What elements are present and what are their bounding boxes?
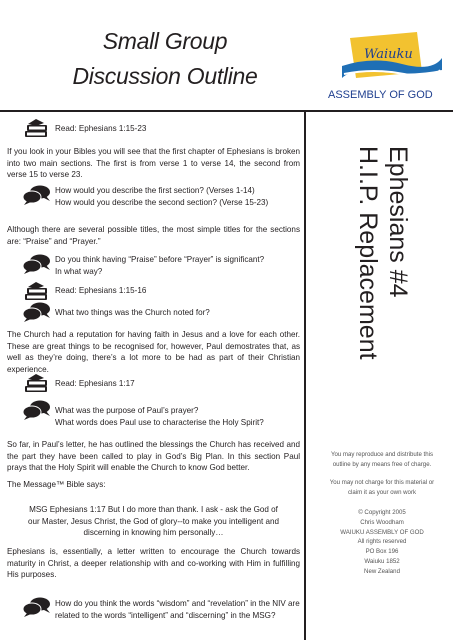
speech-bubbles-icon — [22, 596, 52, 618]
books-icon — [22, 373, 52, 395]
question-4a: What was the purpose of Paul’s prayer? — [55, 406, 199, 415]
permission-line-1: You may reproduce and distribute this — [330, 451, 434, 458]
paragraph-blessings: So far, in Paul’s letter, he has outlined the blessings the Church has received and the part they have been called to play in God’s Big Plan. In this section Paul prays that the Holy Spirit will enable the Church to know God better. — [7, 440, 300, 473]
copyright-line-7: New Zealand — [364, 567, 400, 575]
charge-restriction — [312, 478, 452, 498]
copyright-line-1: © Copyright 2005 — [358, 509, 406, 516]
question-1 — [55, 185, 300, 208]
question-4b: What words does Paul use to characterise the Holy Spirit? — [55, 417, 264, 427]
message-bible-intro: The Message™ Bible says: — [7, 480, 106, 489]
copyright-line-3: WAIUKU ASSEMBLY OF GOD — [340, 528, 424, 536]
restriction-line-2: claim it as your own work — [347, 488, 417, 496]
books-icon — [22, 281, 52, 303]
paragraph-titles: Although there are several possible titles, the most simple titles for the sections are: “Praise” and “Prayer.” — [7, 225, 300, 246]
read-ephesians-1-15-16: Read: Ephesians 1:15-16 — [55, 286, 147, 295]
question-1a: How would you describe the first section? (Verses 1-14) — [55, 186, 255, 195]
reproduction-permission — [312, 450, 452, 470]
question-1b: How would you describe the second section? (Verse 15-23) — [55, 197, 269, 207]
logo-graphic — [322, 28, 448, 106]
permission-line-2: outline by any means free of charge. — [332, 460, 432, 468]
copyright-line-5: PO Box 196 — [365, 548, 399, 556]
speech-bubbles-icon — [22, 301, 52, 323]
question-4 — [55, 405, 300, 428]
question-2a: Do you think having “Praise” before “Prayer” is significant? — [55, 255, 265, 264]
question-5 — [55, 598, 300, 621]
header-divider — [0, 110, 453, 112]
column-divider — [304, 111, 306, 640]
copyright-block — [312, 508, 452, 577]
question-2 — [55, 254, 300, 277]
copyright-line-6: Waiuku 1852 — [364, 557, 400, 565]
question-5a: How do you think the words “wisdom” and “revelation” in the NIV are — [55, 599, 300, 608]
read-ephesians-1-17: Read: Ephesians 1:17 — [55, 379, 135, 388]
question-2b: In what way? — [55, 266, 103, 276]
read-ephesians-1-15-23: Read: Ephesians 1:15-23 — [55, 124, 147, 133]
speech-bubbles-icon — [22, 399, 52, 421]
sidebar-title-line-2: H.I.P. Replacement — [354, 146, 382, 360]
copyright-line-4: All rights reserved — [357, 538, 407, 546]
msg-quote-line-1: MSG Ephesians 1:17 But I do more than thank. I ask - ask the God of — [29, 505, 278, 514]
paragraph-reputation: The Church had a reputation for having faith in Jesus and a love for each other. These are great things to be recognised for, however, Paul demostrates that, as well as they’re doing, there’s a lot more to be had as part of their Christian experience. — [7, 330, 300, 374]
msg-quote-line-2: our Master, Jesus Christ, the God of glory--to make you intelligent and — [27, 516, 280, 526]
paragraph-intro: If you look in your Bibles you will see that the first chapter of Ephesians is broken into two main sections. The first is from verse 1 to verse 14, the second from verse 15 to verse 23. — [7, 147, 300, 180]
msg-quote — [7, 504, 300, 539]
paragraph-maturity: Ephesians is, essentially, a letter written to encourage the Church towards maturity in Christ, a deeper relationship with and co-working with Him in fulfilling His purposes. — [7, 547, 300, 580]
speech-bubbles-icon — [22, 184, 52, 206]
msg-quote-line-3: discerning in knowing him personally… — [83, 528, 224, 538]
restriction-line-1: You may not charge for this material or — [329, 479, 435, 486]
logo-org-text: ASSEMBLY OF GOD — [328, 89, 433, 101]
church-logo — [322, 28, 448, 106]
question-5b: related to the words “intelligent” and “discerning” in the MSG? — [55, 610, 276, 620]
books-icon — [22, 118, 52, 140]
page-title — [40, 24, 290, 94]
logo-script-text: Waiuku — [364, 47, 413, 62]
speech-bubbles-icon — [22, 253, 52, 275]
title-line-2: Discussion Outline — [72, 63, 258, 89]
title-line-1: Small Group — [102, 28, 228, 54]
copyright-line-2: Chris Woodham — [360, 518, 404, 526]
question-3: What two things was the Church noted for? — [55, 308, 210, 317]
sidebar-title-line-1: Ephesians #4 — [384, 146, 412, 298]
sidebar-title — [342, 146, 422, 360]
